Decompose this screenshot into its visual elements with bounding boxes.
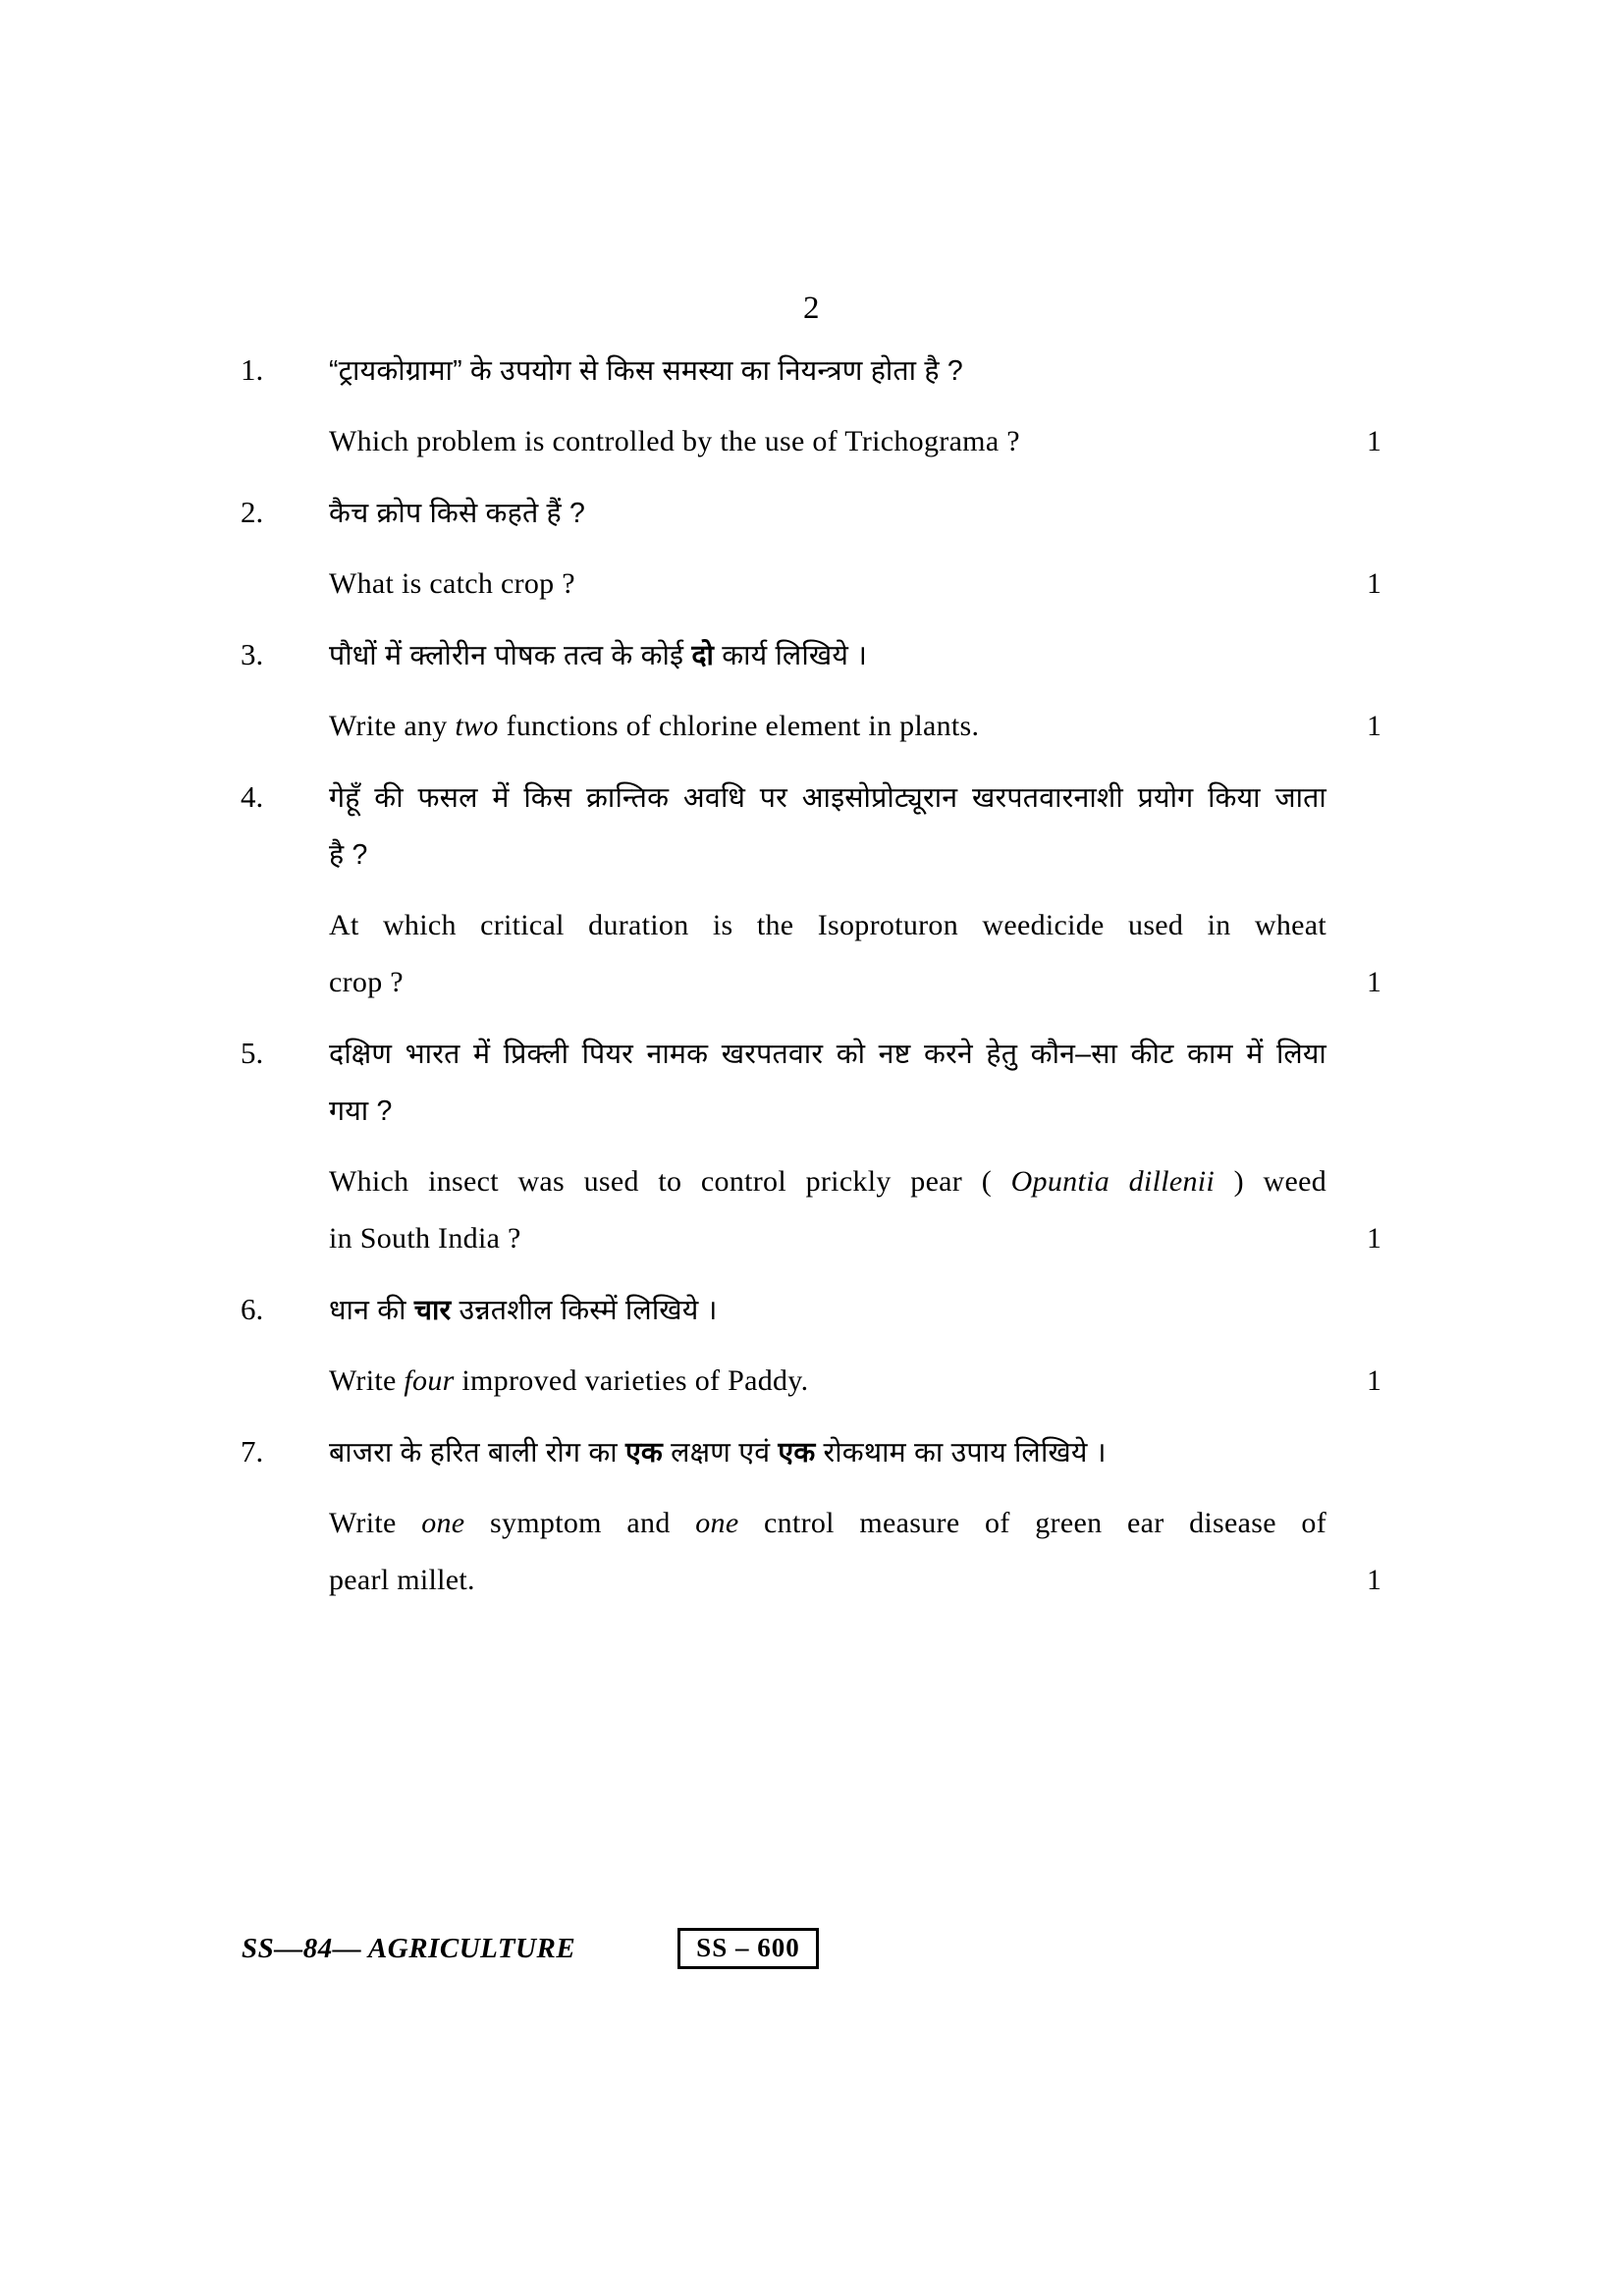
question-line — [329, 1424, 1397, 1481]
question-body — [329, 343, 1397, 470]
hindi-text-line: है ? — [329, 839, 368, 871]
language-gap — [329, 1339, 1397, 1353]
english-text-line: Which insect was used to control prickly pear ( Opuntia dillenii ) weed — [329, 1165, 1327, 1198]
question-body — [329, 1424, 1397, 1609]
question-line — [329, 954, 1397, 1011]
question-line — [329, 556, 1397, 613]
question-marks: 1 — [1367, 1564, 1381, 1596]
question-marks: 1 — [1367, 425, 1381, 457]
emphasised-word: दो — [691, 640, 715, 671]
question-body — [329, 1282, 1397, 1410]
question-item — [239, 484, 1397, 613]
question-number: 7. — [241, 1434, 264, 1468]
emphasised-word: एक — [778, 1437, 816, 1468]
question-line — [329, 698, 1397, 755]
language-gap — [329, 400, 1397, 413]
question-body — [329, 770, 1397, 1011]
emphasised-word: four — [404, 1364, 455, 1397]
question-number: 4. — [241, 779, 264, 814]
question-number: 6. — [241, 1292, 264, 1326]
hindi-text-line: बाजरा के हरित बाली रोग का एक लक्षण एवं एक रोकथाम का उपाय लिखिये । — [329, 1437, 1107, 1468]
question-line — [329, 485, 1397, 542]
hindi-text-line: गेहूँ की फसल में किस क्रान्तिक अवधि पर आइसोप्रोट्यूरान खरपतवारनाशी प्रयोग किया जाता — [329, 782, 1326, 814]
question-row — [239, 484, 1397, 613]
emphasised-word: one — [421, 1507, 465, 1539]
language-gap — [329, 1481, 1397, 1495]
page-number: 2 — [803, 291, 820, 326]
booklet-code-box: SS – 600 — [677, 1928, 819, 1969]
english-text-line: Write four improved varieties of Paddy. — [329, 1364, 809, 1397]
question-line — [329, 827, 1397, 883]
question-row — [239, 342, 1397, 470]
english-text-line: Which problem is controlled by the use of Trichograma ? — [329, 425, 1020, 457]
question-line — [329, 1210, 1397, 1267]
english-text-line: pearl millet. — [329, 1564, 475, 1596]
question-item — [239, 1281, 1397, 1410]
question-line — [329, 413, 1397, 470]
hindi-text-line: “ट्रायकोग्रामा” के उपयोग से किस समस्या का नियन्त्रण होता है ? — [329, 355, 963, 387]
question-marks: 1 — [1367, 710, 1381, 742]
question-line — [329, 1282, 1397, 1339]
question-line — [329, 770, 1397, 827]
english-text-line: At which critical duration is the Isoproturon weedicide used in wheat — [329, 909, 1326, 941]
hindi-text-line: कैच क्रोप किसे कहते हैं ? — [329, 498, 586, 529]
question-number: 2. — [241, 495, 264, 529]
question-line — [329, 1026, 1397, 1083]
question-line — [329, 1495, 1397, 1552]
question-number: 3. — [241, 637, 264, 671]
hindi-text-line: गया ? — [329, 1095, 393, 1127]
english-text-line: Write one symptom and one cntrol measure of green ear disease of — [329, 1507, 1327, 1539]
language-gap — [329, 542, 1397, 556]
question-row — [239, 1281, 1397, 1410]
question-body — [329, 627, 1397, 755]
hindi-text-line: धान की चार उन्नतशील किस्में लिखिये । — [329, 1295, 718, 1326]
question-row — [239, 769, 1397, 1011]
paper-code-label: SS—84— AGRICULTURE — [242, 1932, 576, 1964]
english-text-line: in South India ? — [329, 1222, 521, 1255]
language-gap — [329, 684, 1397, 698]
english-text-line: What is catch crop ? — [329, 567, 575, 600]
language-gap — [329, 1140, 1397, 1153]
question-line — [329, 627, 1397, 684]
question-marks: 1 — [1367, 1364, 1381, 1397]
question-line — [329, 1153, 1397, 1210]
questions-list — [239, 342, 1397, 1623]
question-item — [239, 626, 1397, 755]
hindi-text-line: दक्षिण भारत में प्रिक्ली पियर नामक खरपतवार को नष्ट करने हेतु कौन–सा कीट काम में लिया — [329, 1039, 1326, 1070]
question-line — [329, 1552, 1397, 1609]
question-line — [329, 343, 1397, 400]
hindi-text-line: पौधों में क्लोरीन पोषक तत्व के कोई दो कार्य लिखिये । — [329, 640, 868, 671]
emphasised-word: एक — [624, 1437, 664, 1468]
question-line — [329, 1353, 1397, 1410]
question-marks: 1 — [1367, 567, 1381, 600]
question-body — [329, 485, 1397, 613]
question-row — [239, 1423, 1397, 1609]
question-number: 1. — [241, 352, 264, 387]
question-body — [329, 1026, 1397, 1267]
question-row — [239, 1025, 1397, 1267]
question-item — [239, 342, 1397, 470]
question-item — [239, 769, 1397, 1011]
question-item — [239, 1423, 1397, 1609]
english-text-line: Write any two functions of chlorine element in plants. — [329, 710, 980, 742]
english-text-line: crop ? — [329, 966, 404, 998]
question-item — [239, 1025, 1397, 1267]
question-line — [329, 1083, 1397, 1140]
question-line — [329, 897, 1397, 954]
emphasised-word: two — [455, 710, 499, 742]
question-number: 5. — [241, 1036, 264, 1070]
page-footer — [242, 1928, 1400, 1969]
emphasised-word: Opuntia dillenii — [1010, 1165, 1216, 1198]
question-marks: 1 — [1367, 966, 1381, 998]
emphasised-word: चार — [413, 1295, 452, 1326]
question-row — [239, 626, 1397, 755]
emphasised-word: one — [695, 1507, 739, 1539]
question-marks: 1 — [1367, 1222, 1381, 1255]
language-gap — [329, 883, 1397, 897]
